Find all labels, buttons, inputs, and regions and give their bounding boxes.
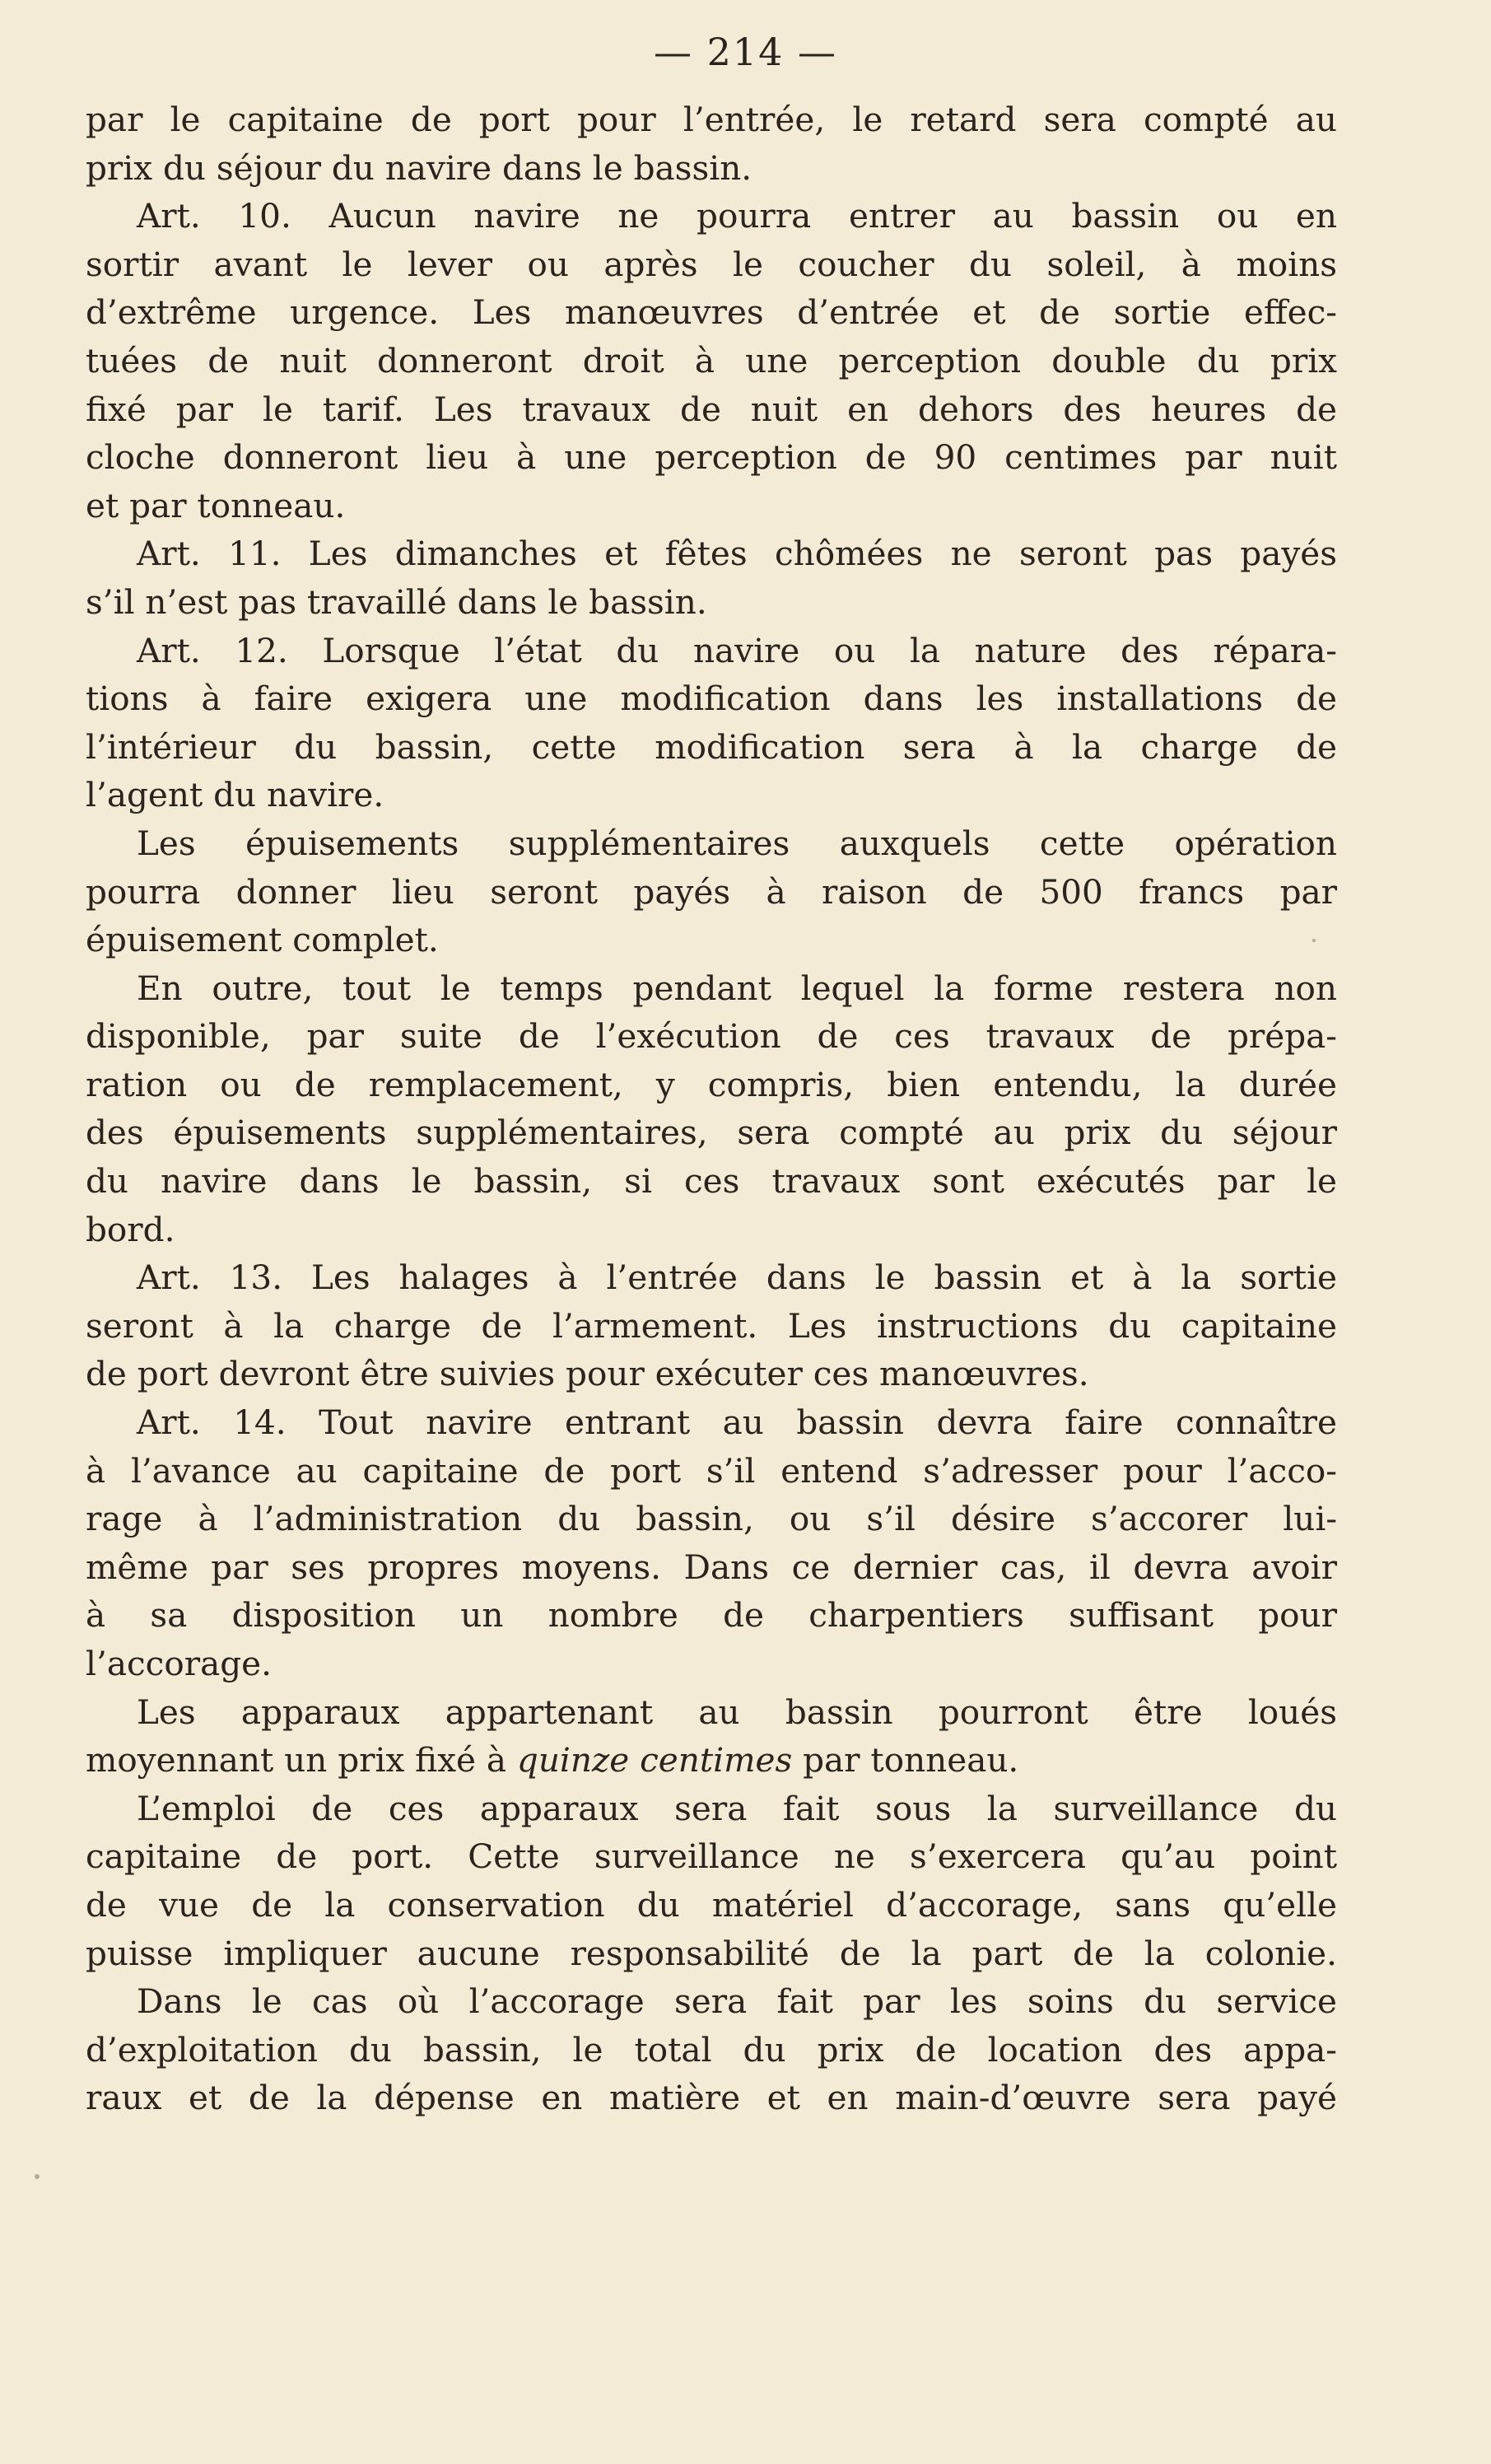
- page-number: — 214 —: [653, 30, 838, 74]
- text-line: moyennant un prix fixé à quinze centimes par tonneau.: [86, 1740, 1019, 1780]
- body-text: [86, 96, 1337, 2122]
- text-line: Art. 12. Lorsque l’état du navire ou la nature des répara-: [137, 630, 1337, 670]
- text-line: Les épuisements supplémentaires auxquels cette opération: [137, 823, 1337, 863]
- text-line: Art. 13. Les halages à l’entrée dans le bassin et à la sortie: [137, 1258, 1337, 1298]
- text-line: seront à la charge de l’armement. Les instructions du capitaine: [86, 1305, 1337, 1346]
- text-line: Les apparaux appartenant au bassin pourront être loués: [137, 1692, 1337, 1732]
- text-line: cloche donneront lieu à une perception de 90 centimes par nuit: [86, 437, 1337, 478]
- text-line: s’il n’est pas travaillé dans le bassin.: [86, 581, 707, 622]
- text-line: puisse impliquer aucune responsabilité de la part de la colonie.: [86, 1933, 1337, 1973]
- text-line: à l’avance au capitaine de port s’il entend s’adresser pour l’acco-: [86, 1450, 1337, 1491]
- text-line: ration ou de remplacement, y compris, bien entendu, la durée: [86, 1064, 1337, 1104]
- text-line: Dans le cas où l’accorage sera fait par les soins du service: [137, 1981, 1337, 2022]
- text-line: l’intérieur du bassin, cette modification sera à la charge de: [86, 726, 1337, 767]
- text-line: du navire dans le bassin, si ces travaux sont exécutés par le: [86, 1161, 1337, 1202]
- text-line: rage à l’administration du bassin, ou s’il désire s’accorer lui-: [86, 1499, 1337, 1539]
- text-line: et par tonneau.: [86, 485, 346, 525]
- text-line: pourra donner lieu seront payés à raison de 500 francs par: [86, 871, 1337, 912]
- text-line: L’emploi de ces apparaux sera fait sous la surveillance du: [137, 1788, 1337, 1828]
- text-line: l’agent du navire.: [86, 775, 384, 815]
- text-line: tuées de nuit donneront droit à une perception double du prix: [86, 340, 1337, 380]
- text-line: d’extrême urgence. Les manœuvres d’entrée et de sortie effec-: [86, 292, 1337, 333]
- text-line: fixé par le tarif. Les travaux de nuit en dehors des heures de: [86, 389, 1337, 429]
- text-line: raux et de la dépense en matière et en main-d’œuvre sera payé: [86, 2078, 1337, 2118]
- text-line: par le capitaine de port pour l’entrée, le retard sera compté au: [86, 100, 1337, 139]
- text-line: disponible, par suite de l’exécution de ces travaux de prépa-: [86, 1016, 1337, 1057]
- text-line: à sa disposition un nombre de charpentiers suffisant pour: [86, 1595, 1337, 1636]
- text-line: Art. 10. Aucun navire ne pourra entrer au bassin ou en: [137, 196, 1337, 236]
- text-line: capitaine de port. Cette surveillance ne s’exercera qu’au point: [86, 1836, 1337, 1877]
- text-line: d’exploitation du bassin, le total du prix de location des appa-: [86, 2029, 1337, 2070]
- text-line: de port devront être suivies pour exécuter ces manœuvres.: [86, 1354, 1089, 1394]
- paper-speck: [35, 2174, 40, 2179]
- text-line: Art. 11. Les dimanches et fêtes chômées ne seront pas payés: [137, 534, 1337, 574]
- text-line: épuisement complet.: [86, 920, 439, 960]
- italic-phrase: quinze centimes: [516, 1740, 793, 1780]
- text-line: même par ses propres moyens. Dans ce dernier cas, il devra avoir: [86, 1547, 1337, 1587]
- paper-speck: [1312, 939, 1316, 942]
- text-line: des épuisements supplémentaires, sera compté au prix du séjour: [86, 1113, 1337, 1153]
- text-line: En outre, tout le temps pendant lequel la forme restera non: [137, 968, 1337, 1008]
- text-line: prix du séjour du navire dans le bassin.: [86, 147, 752, 188]
- text-line: Art. 14. Tout navire entrant au bassin devra faire connaître: [137, 1402, 1337, 1443]
- text-line: tions à faire exigera une modification dans les installations de: [86, 679, 1337, 719]
- text-line: l’accorage.: [86, 1644, 272, 1683]
- text-line: de vue de la conservation du matériel d’accorage, sans qu’elle: [86, 1884, 1337, 1925]
- text-line: sortir avant le lever ou après le coucher du soleil, à moins: [86, 244, 1337, 284]
- text-line: bord.: [86, 1209, 175, 1249]
